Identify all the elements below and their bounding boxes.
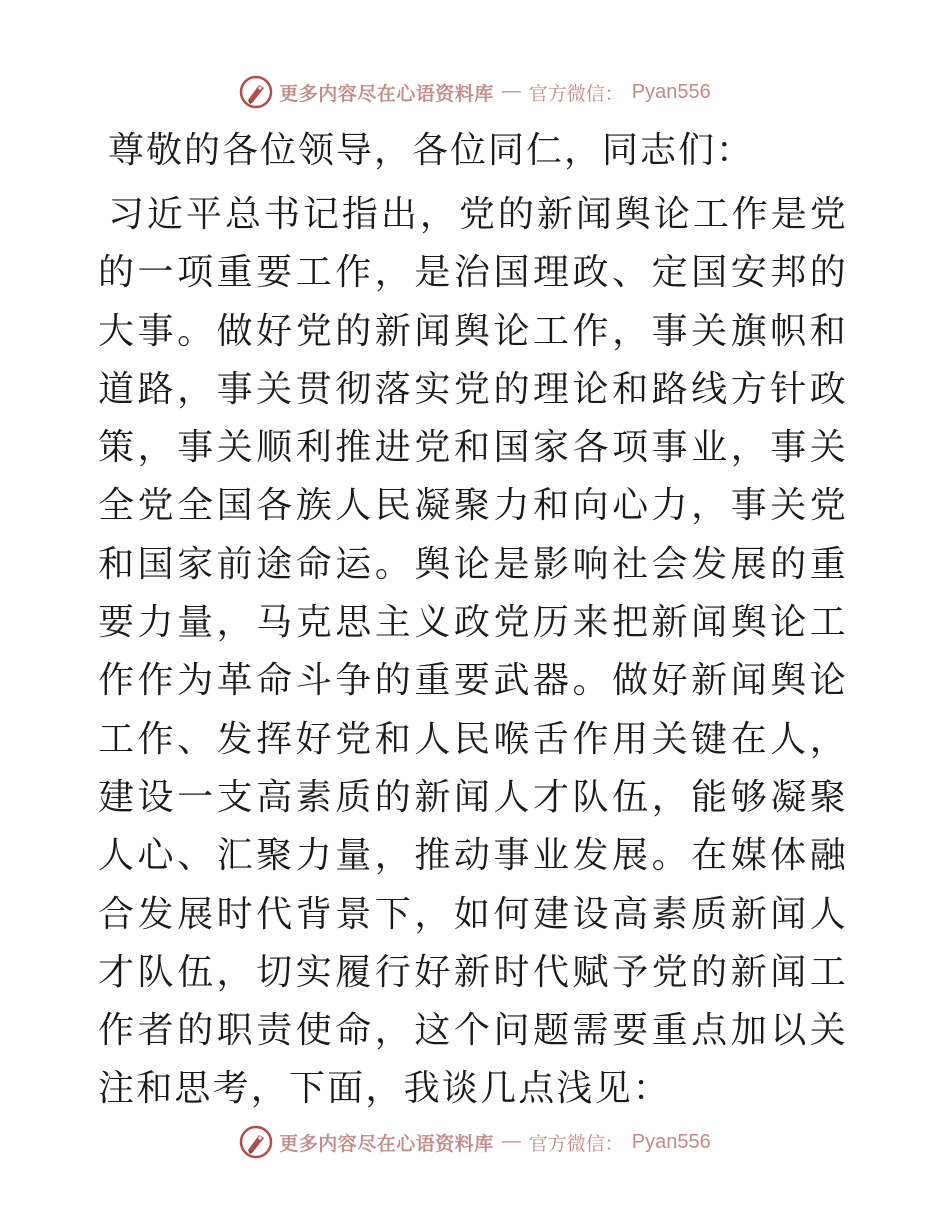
banner-wechat-id: Pyan556: [631, 80, 711, 103]
footer-banner: [0, 1120, 950, 1164]
greeting: 尊敬的各位领导，各位同仁，同志们：: [108, 130, 755, 171]
banner-dash: —: [501, 1131, 521, 1152]
pen-nib-logo-icon: [239, 75, 273, 109]
banner-title: 更多内容尽在心语资料库: [279, 82, 494, 105]
banner-title: 更多内容尽在心语资料库: [279, 1132, 494, 1155]
banner-dash: —: [501, 81, 521, 102]
banner-wechat-label: 官方微信：: [528, 1132, 624, 1155]
banner-wechat-label: 官方微信：: [528, 82, 624, 105]
banner-wechat-id: Pyan556: [631, 1130, 711, 1153]
document-body: [98, 120, 848, 1119]
header-banner: [0, 70, 950, 114]
main-paragraph: 习近平总书记指出，党的新闻舆论工作是党的一项重要工作，是治国理政、定国安邦的大事。做好党的新闻舆论工作，事关旗帜和道路，事关贯彻落实党的理论和路线方针政策，事关顺利推进党和国家各项事业，事关全党全国各族人民凝聚力和向心力，事关党和国家前途命运。舆论是影响社会发展的重要力量，马克思主义政党历来把新闻舆论工作作为革命斗争的重要武器。做好新闻舆论工作、发挥好党和人民喉舌作用关键在人，建设一支高素质的新闻人才队伍，能够凝聚人心、汇聚力量，推动事业发展。在媒体融合发展时代背景下，如何建设高素质新闻人才队伍，切实履行好新时代赋予党的新闻工作者的职责使命，这个问题需要重点加以关注和思考，下面，我谈几点浅见：: [98, 194, 848, 1110]
pen-nib-logo-icon: [239, 1125, 273, 1159]
